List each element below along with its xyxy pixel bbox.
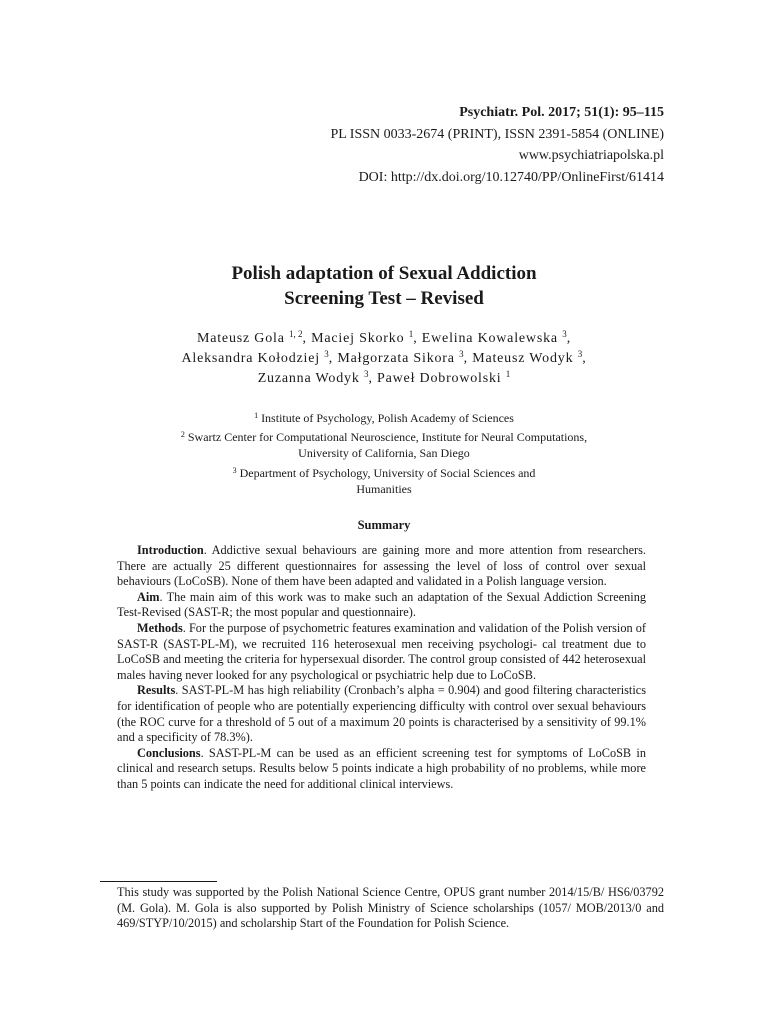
author-line-2: Aleksandra Kołodziej $^3$, Małgorzata Sikora $^3$, Mateusz Wodyk $^3$,: [181, 349, 587, 366]
author-name: Aleksandra Kołodziej: [181, 351, 320, 366]
affiliation-text: Institute of Psychology, Polish Academy of Sciences: [261, 411, 514, 425]
section-label: Introduction: [137, 543, 204, 557]
paper-title-line-1: Polish adaptation of Sexual Addiction: [231, 263, 537, 284]
author-name: Ewelina Kowalewska: [421, 331, 558, 346]
affiliation-number: 1: [254, 411, 259, 420]
footnote-divider: [100, 881, 217, 882]
section-label: Methods: [137, 620, 183, 635]
author-affiliation: 1: [505, 369, 511, 379]
author-affiliation: 3: [324, 349, 329, 359]
author-name: Mateusz Gola: [196, 331, 285, 346]
affiliation-text-cont: University of California, San Diego: [298, 445, 470, 460]
author-name: Zuzanna Wodyk: [257, 371, 360, 386]
author-name: Małgorzata Sikora: [337, 351, 455, 366]
paper-title-line-2: Screening Test – Revised: [284, 288, 484, 309]
affiliation-3: [0, 466, 768, 497]
summary-conclusions: [117, 746, 646, 793]
affiliation-text: Department of Psychology, University of Social Sciences and: [239, 466, 536, 480]
section-label: Aim: [137, 589, 160, 604]
summary-heading: Summary: [357, 518, 411, 532]
summary-results: [117, 683, 646, 745]
affiliation-text-cont: Humanities: [356, 481, 412, 496]
section-text: . SAST-PL-M has high reliability (Cronbach’s alpha = 0.904) and good filtering characteristics for identification of people who are potentially experiencing difficulty with control over sexual behaviours (the ROC curve for a threshold of 5 out of a maximum 20 points is characterised by a sensitivity of 99.1% and a specificity of 78.3%).: [117, 683, 646, 745]
paper-title: [0, 261, 768, 311]
author-affiliation: 3: [562, 329, 567, 339]
funding-footnote: This study was supported by the Polish National Science Centre, OPUS grant number 2014/15/B/ HS6/03792 (M. Gola). M. Gola is also supported by Polish Ministry of Science scholarships (1057/ MOB/2013/0 and 469/STYP/10/2015) and scholarship Start of the Foundation for Polish Science.: [117, 885, 664, 931]
author-affiliation: 3: [577, 349, 583, 359]
summary-aim: [117, 590, 646, 621]
author-affiliation: 3: [363, 369, 369, 379]
author-list: [0, 329, 768, 389]
affiliation-1: [0, 411, 768, 427]
author-name: Paweł Dobrowolski: [377, 371, 502, 386]
section-label: Results: [137, 683, 176, 698]
journal-citation: Psychiatr. Pol. 2017; 51(1): 95–115: [459, 105, 664, 120]
affiliation-2: [0, 430, 768, 461]
author-line-1: Mateusz Gola $^{1, 2}$, Maciej Skorko $^1$, Ewelina Kowalewska $^3$,: [196, 329, 572, 346]
author-affiliation: 1: [408, 329, 414, 339]
author-name: Maciej Skorko: [311, 331, 405, 346]
section-text: . SAST-PL-M can be used as an efficient screening test for symptoms of LoCoSB in clinical and research setups. Results below 5 points indicate a high probability of no problems, while more than 5 points can indicate the need for additional clinical interviews.: [117, 745, 646, 791]
section-text: . For the purpose of psychometric features examination and validation of the Polish version of SAST-R (SAST-PL-M), we recruited 116 heterosexual men receiving psychologi- cal treatment due to LoCoSB and meeting the criteria for hypersexual disorder. The control group consisted of 442 heterosexual males having never looked for any psychological or psychiatric help due to LoCoSB.: [117, 620, 646, 682]
author-name: Mateusz Wodyk: [472, 351, 574, 366]
summary-body: [117, 543, 646, 793]
affiliation-number: 2: [180, 430, 185, 439]
journal-doi[interactable]: DOI: http://dx.doi.org/10.12740/PP/OnlineFirst/61414: [358, 169, 664, 185]
affiliation-text: Swartz Center for Computational Neuroscience, Institute for Neural Computations,: [187, 430, 588, 444]
summary-methods: [117, 621, 646, 683]
author-affiliation: 3: [459, 349, 464, 359]
section-text: . The main aim of this work was to make such an adaptation of the Sexual Addiction Screening Test-Revised (SAST-R; the most popular and questionnaire).: [117, 589, 646, 620]
journal-website[interactable]: www.psychiatriapolska.pl: [518, 148, 664, 163]
author-line-3: Zuzanna Wodyk $^3$, Paweł Dobrowolski $^1$: [257, 369, 511, 386]
journal-header: [330, 102, 664, 188]
affiliation-number: 3: [232, 466, 237, 475]
section-text: . Addictive sexual behaviours are gaining more and more attention from researchers. There are actually 25 different questionnaires for assessing the level of loss of control over sexual behaviours (LoCoSB). None of them have been adapted and validated in a Polish language version.: [117, 543, 646, 589]
section-label: Conclusions: [137, 745, 201, 760]
author-affiliation: 1, 2: [289, 329, 303, 339]
summary-introduction: [117, 543, 646, 590]
journal-issn: PL ISSN 0033-2674 (PRINT), ISSN 2391-5854 (ONLINE): [330, 126, 664, 142]
